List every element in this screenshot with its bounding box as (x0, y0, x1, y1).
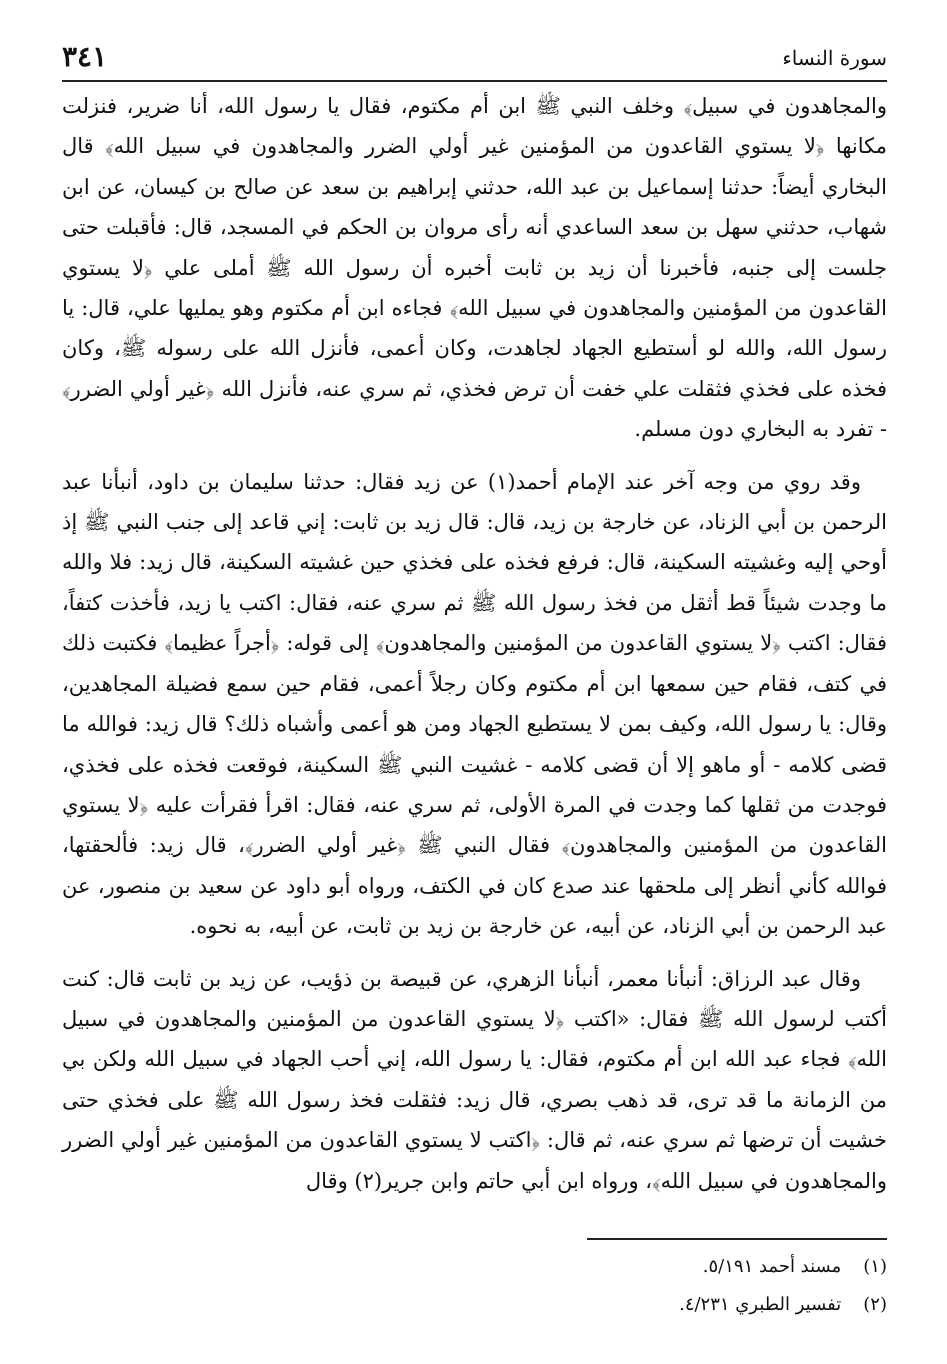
footnote-number: (١) (863, 1256, 887, 1277)
footnote-number: (٢) (863, 1294, 887, 1315)
footnotes (587, 1238, 887, 1324)
footnote (587, 1248, 887, 1286)
page-header (62, 36, 887, 82)
paragraph: وقد روي من وجه آخر عند الإمام أحمد(١) عن زيد فقال: حدثنا سليمان بن داود، أنبأنا عبد الرحمن بن أبي الزناد، عن خارجة بن زيد، قال: قال زيد بن ثابت: إني قاعد إلى جنب النبي ﷺ إذ أوحي إليه وغشيته السكينة، قال: فرفع فخذه على فخذي حين غشيته السكينة، قال زيد: فلا والله ما وجدت شيئاً قط أثقل من فخذ رسول الله ﷺ ثم سري عنه، فقال: اكتب يا زيد، فأخذت كتفاً، فقال: اكتب ﴿لا يستوي القاعدون من المؤمنين والمجاهدون﴾ إلى قوله: ﴿أجراً عظيما﴾ فكتبت ذلك في كتف، فقام حين سمعها ابن أم مكتوم وكان رجلاً أعمى، فقام حين سمع فضيلة المجاهدين، وقال: يا رسول الله، وكيف بمن لا يستطيع الجهاد ومن هو أعمى وأشباه ذلك؟ قال زيد: فوالله ما قضى كلامه - أو ماهو إلا أن قضى كلامه - غشيت النبي ﷺ السكينة، فوقعت فخذه على فخذي، فوجدت من ثقلها كما وجدت في المرة الأولى، ثم سري عنه، فقال: اقرأ فقرأت عليه ﴿لا يستوي القاعدون من المؤمنين والمجاهدون﴾ فقال النبي ﷺ ﴿غير أولي الضرر﴾، قال زيد: فألحقتها، فوالله كأني أنظر إلى ملحقها عند صدع كان في الكتف، ورواه أبو داود عن سعيد بن منصور، عن عبد الرحمن بن أبي الزناد، عن أبيه، عن خارجة بن زيد بن ثابت، عن أبيه، به نحوه. (62, 469, 887, 939)
footnote-text: مسند أحمد ٥/١٩١. (702, 1256, 842, 1277)
footnote-text: تفسير الطبري ٤/٢٣١. (679, 1294, 842, 1315)
surah-title: سورة النساء (782, 46, 887, 70)
page-body (62, 86, 887, 1201)
page-number: ٣٤١ (62, 40, 108, 73)
paragraph: والمجاهدون في سبيل﴾ وخلف النبي ﷺ ابن أم مكتوم، فقال يا رسول الله، أنا ضرير، فنزلت مكانها ﴿لا يستوي القاعدون من المؤمنين غير أولي الضرر والمجاهدون في سبيل الله﴾ قال البخاري أيضاً: حدثنا إسماعيل بن عبد الله، حدثني إبراهيم بن سعد عن صالح بن كيسان، عن ابن شهاب، حدثني سهل بن سعد الساعدي أنه رأى مروان بن الحكم في المسجد، قال: فأقبلت حتى جلست إلى جنبه، فأخبرنا أن زيد بن ثابت أخبره أن رسول الله ﷺ أملى علي ﴿لا يستوي القاعدون من المؤمنين والمجاهدون في سبيل الله﴾ فجاءه ابن أم مكتوم وهو يمليها علي، قال: يا رسول الله، والله لو أستطيع الجهاد لجاهدت، وكان أعمى، فأنزل الله على رسوله ﷺ، وكان فخذه على فخذي فثقلت علي خفت أن ترض فخذي، ثم سري عنه، فأنزل الله ﴿غير أولي الضرر﴾ - تفرد به البخاري دون مسلم. (62, 94, 887, 442)
footnote (587, 1286, 887, 1324)
paragraph: وقال عبد الرزاق: أنبأنا معمر، أنبأنا الزهري، عن قبيصة بن ذؤيب، عن زيد بن ثابت قال: كنت أكتب لرسول الله ﷺ فقال: «اكتب ﴿لا يستوي القاعدون من المؤمنين والمجاهدون في سبيل الله﴾ فجاء عبد الله ابن أم مكتوم، فقال: يا رسول الله، إني أحب الجهاد في سبيل الله ولكن بي من الزمانة ما قد ترى، قد ذهب بصري، قال زيد: فثقلت فخذ رسول الله ﷺ على فخذي حتى خشيت أن ترضها ثم سري عنه، ثم قال: ﴿اكتب لا يستوي القاعدون من المؤمنين غير أولي الضرر والمجاهدون في سبيل الله﴾، ورواه ابن أبي حاتم وابن جرير(٢) وقال (62, 966, 887, 1193)
